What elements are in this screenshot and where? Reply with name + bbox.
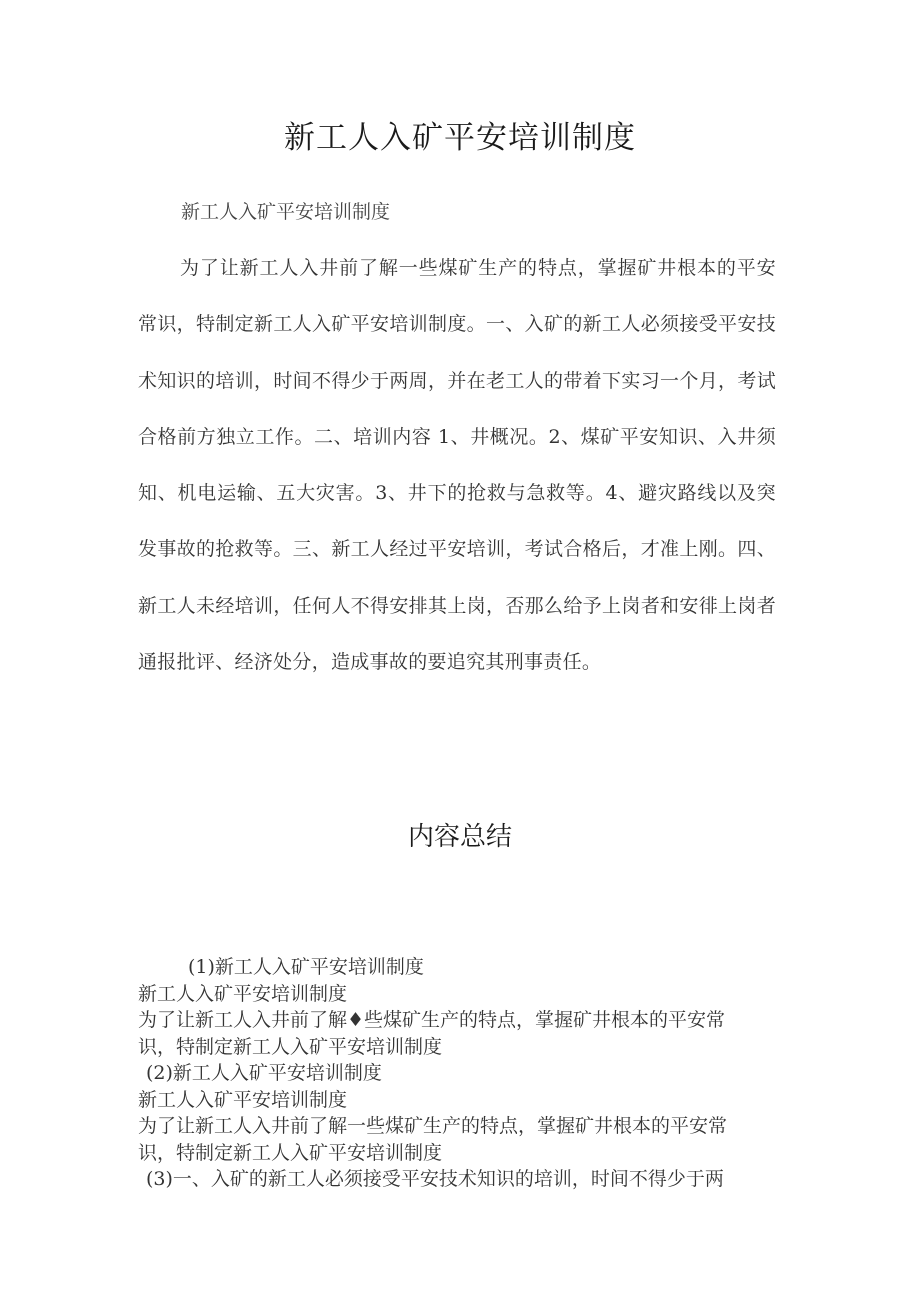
summary-line-item-2-heading: (2)新工人入矿平安培训制度 (146, 1062, 382, 1084)
summary-line-item-1-heading: (1)新工人入矿平安培训制度 (188, 956, 424, 978)
summary-line: 为了让新工人入井前了解一些煤矿生产的特点，掌握矿井根本的平安常 (138, 1115, 728, 1137)
summary-line: 识，特制定新工人入矿平安培训制度 (138, 1035, 443, 1058)
document-title: 新工人入矿平安培训制度 (284, 120, 636, 156)
summary-line: 识，特制定新工人入矿平安培训制度 (138, 1141, 443, 1164)
document-body-paragraph: 为了让新工人入井前了解一些煤矿生产的特点，掌握矿井根本的平安常识，特制定新工人入矿平安培训制度。一、入矿的新工人必须接受平安技术知识的培训，时间不得少于两周，并在老工人的带着下实习一个月，考试合格前方独立工作。二、培训内容 1、井概况。2、煤矿平安知识、入井须知、机电运输、五大灾害。3、井下的抢救与急救等。4、避灾路线以及突发事故的抢救等。三、新工人经过平安培训，考试合格后，才准上刚。四、新工人未经培训，任何人不得安排其上岗，否那么给予上岗者和安徘上岗者通报批评、经济处分，造成事故的要追究其刑事责任。 (138, 257, 776, 674)
summary-line: 新工人入矿平安培训制度 (138, 1088, 348, 1111)
summary-line-item-3-heading: (3)一、入矿的新工人必须接受平安技术知识的培训，时间不得少于两 (146, 1168, 724, 1190)
summary-line: 新工人入矿平安培训制度 (138, 982, 348, 1005)
summary-section (138, 954, 778, 1193)
summary-line: 为了让新工人入井前了解♦些煤矿生产的特点，掌握矿井根本的平安常 (138, 1009, 726, 1031)
summary-heading: 内容总结 (407, 822, 512, 852)
document-subtitle: 新工人入矿平安培训制度 (181, 201, 391, 223)
